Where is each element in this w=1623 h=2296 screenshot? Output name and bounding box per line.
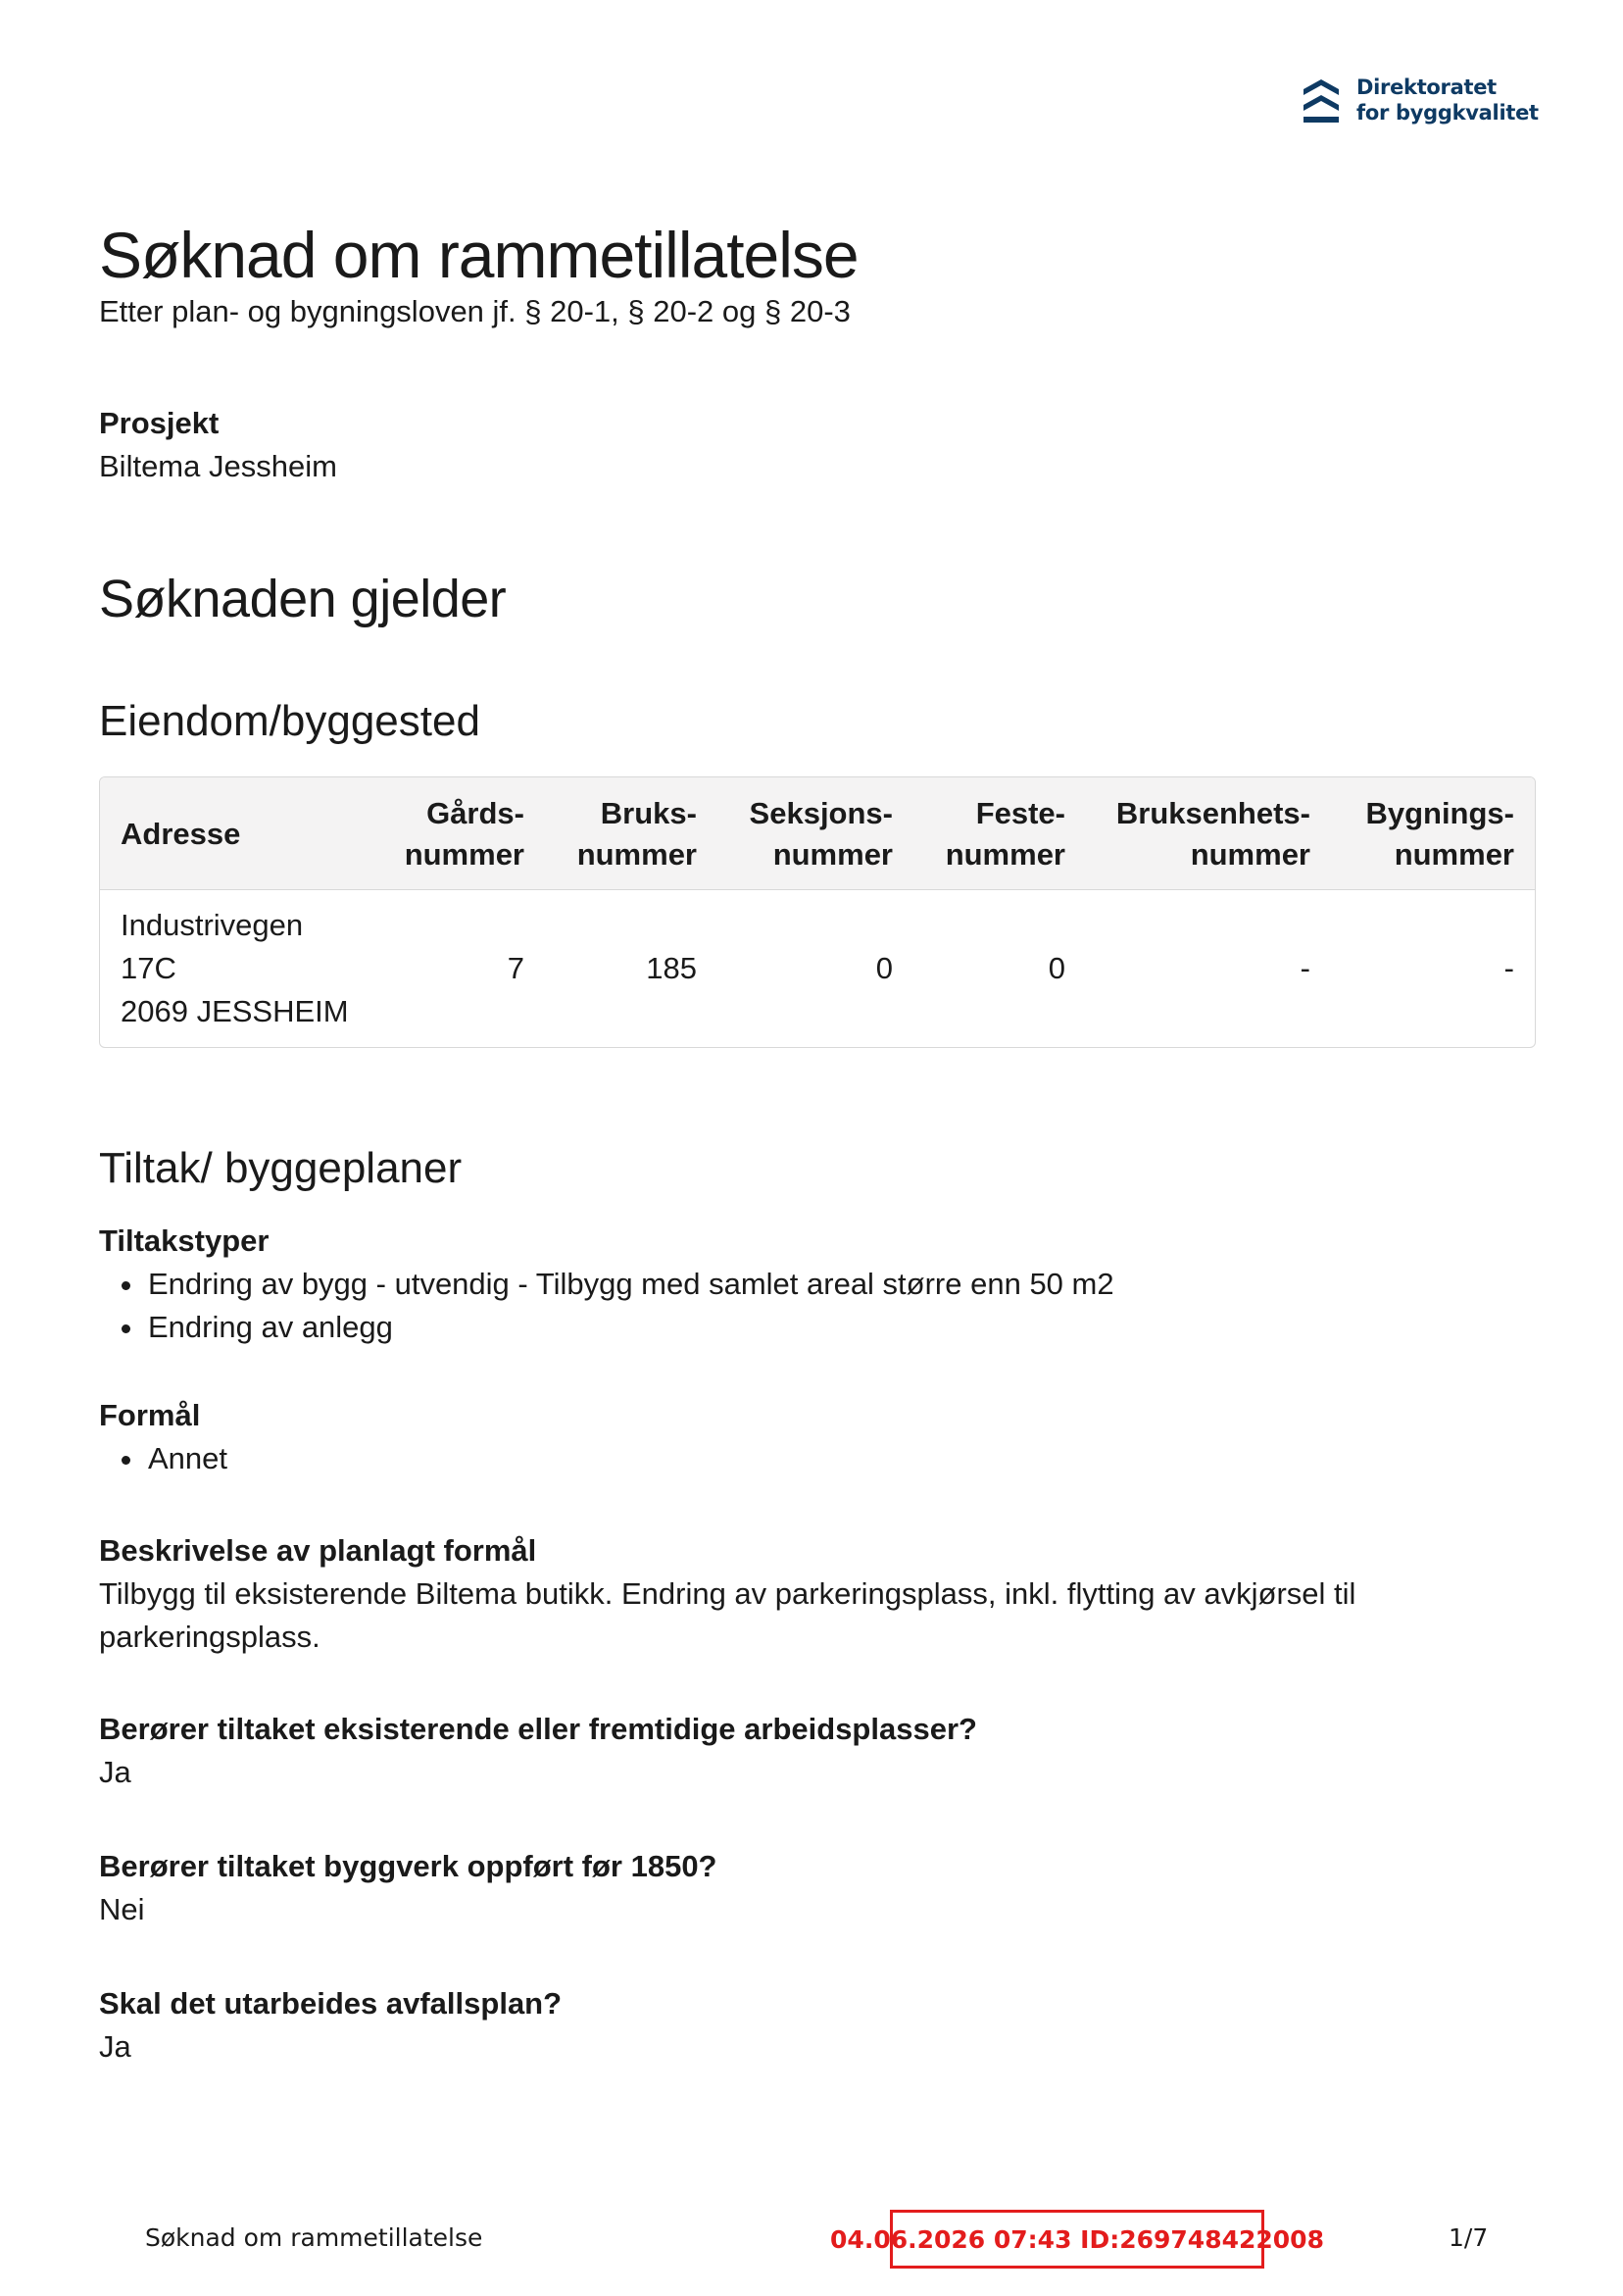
dibk-logo [1302, 75, 1539, 125]
project-value: Biltema Jessheim [99, 449, 337, 483]
footer-timestamp-stamp: 04.06.2026 07:43 ID:269748422008 [890, 2210, 1264, 2269]
cell-gardsnummer: 7 [507, 951, 524, 985]
cell-bruksnummer: 185 [646, 951, 697, 985]
page-subtitle: Etter plan- og bygningsloven jf. § 20-1, § 20-2 og § 20-3 [99, 294, 851, 328]
property-title: Eiendom/byggested [99, 697, 480, 745]
question-label: Skal det utarbeides avfallsplan? [99, 1986, 563, 2021]
project-block [99, 402, 1534, 488]
logo-text [1356, 75, 1539, 125]
footer-doc-title: Søknad om rammetillatelse [145, 2223, 483, 2252]
tiltakstyper-list [99, 1263, 1534, 1349]
description-value: Tilbygg til eksisterende Biltema butikk. Endring av parkeringsplass, inkl. flytting av avkjørsel til parkeringsplass. [99, 1576, 1356, 1654]
question-pre1850 [99, 1845, 1534, 1931]
question-workplaces [99, 1708, 1534, 1794]
table-row [100, 890, 1535, 1047]
col-bruksnummer: Bruks- nummer [545, 777, 717, 890]
question-answer: Ja [99, 2029, 131, 2064]
question-answer: Ja [99, 1755, 131, 1789]
formal-list [99, 1437, 1534, 1480]
cell-festenummer: 0 [1048, 951, 1065, 985]
tiltak-title: Tiltak/ byggeplaner [99, 1144, 463, 1192]
question-label: Berører tiltaket eksisterende eller fremtidige arbeidsplasser? [99, 1712, 977, 1746]
description-block [99, 1529, 1534, 1659]
col-address: Adresse [100, 777, 376, 890]
cell-seksjonsnummer: 0 [875, 951, 893, 985]
cell-bygningsnummer: - [1503, 951, 1514, 985]
col-bruksenhetsnummer: Bruksenhets- nummer [1086, 777, 1331, 890]
logo-line2: for byggkvalitet [1356, 101, 1539, 125]
col-seksjonsnummer: Seksjons- nummer [717, 777, 913, 890]
question-waste-plan [99, 1982, 1534, 2069]
table-header-row [100, 777, 1535, 890]
cell-address: Industrivegen 17C 2069 JESSHEIM [121, 908, 349, 1028]
tiltakstyper-label: Tiltakstyper [99, 1223, 270, 1258]
page-title: Søknad om rammetillatelse [99, 219, 859, 291]
col-bygningsnummer: Bygnings- nummer [1331, 777, 1535, 890]
dibk-chevron-logo-icon [1302, 75, 1341, 125]
formal-block [99, 1394, 1534, 1480]
logo-line1: Direktoratet [1356, 75, 1497, 99]
property-table [99, 776, 1536, 1048]
col-festenummer: Feste- nummer [913, 777, 1086, 890]
project-label: Prosjekt [99, 406, 220, 440]
question-label: Berører tiltaket byggverk oppført før 1850? [99, 1849, 717, 1883]
cell-bruksenhetsnummer: - [1300, 951, 1310, 985]
list-item: • Endring av bygg - utvendig - Tilbygg med samlet areal større enn 50 m2 [146, 1263, 1534, 1306]
footer-page-number: 1/7 [1449, 2223, 1489, 2252]
question-answer: Nei [99, 1892, 145, 1926]
description-label: Beskrivelse av planlagt formål [99, 1533, 537, 1568]
tiltakstyper-block [99, 1220, 1534, 1349]
list-item: • Endring av anlegg [146, 1306, 1534, 1349]
formal-label: Formål [99, 1398, 201, 1432]
list-item: • Annet [146, 1437, 1534, 1480]
section-title: Søknaden gjelder [99, 570, 507, 628]
col-gardsnummer: Gårds- nummer [376, 777, 545, 890]
